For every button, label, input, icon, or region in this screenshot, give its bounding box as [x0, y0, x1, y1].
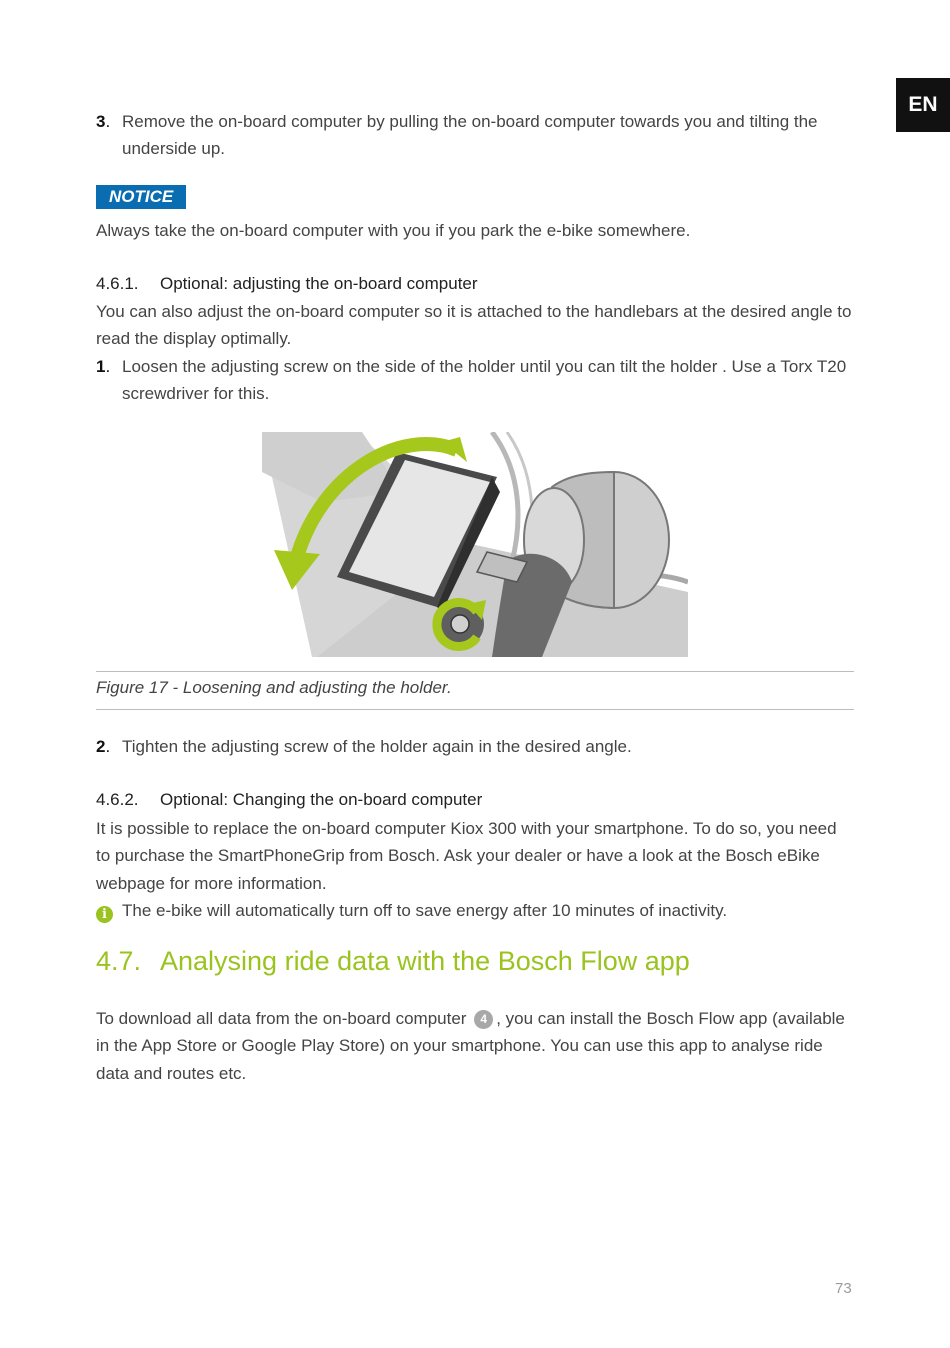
step-1 — [96, 353, 854, 408]
section-number: 4.7. — [96, 946, 142, 976]
reference-badge: 4 — [474, 1010, 493, 1029]
section-47-text: To download all data from the on-board computer 4 , you can install the Bosch Flow app (available in the App Store or Google Play Store) on your smartphone. You can use this app to analyse ride data and routes etc. — [96, 1009, 845, 1083]
section-heading-461 — [96, 272, 478, 296]
section-title: Optional: Changing the on-board computer — [160, 790, 483, 809]
section-intro: You can also adjust the on-board computer so it is attached to the handlebars at the desired angle to read the display optimally. — [96, 302, 852, 349]
step-2 — [96, 733, 854, 760]
section-title: Optional: adjusting the on-board computer — [160, 274, 478, 293]
caption-rule-top — [96, 671, 854, 672]
notice-text: Always take the on-board computer with you if you park the e-bike somewhere. — [96, 221, 691, 240]
info-note — [96, 897, 854, 924]
section-title: Analysing ride data with the Bosch Flow app — [160, 946, 690, 976]
language-tab: EN — [896, 78, 950, 132]
figure-caption: Figure 17 - Loosening and adjusting the holder. — [96, 678, 452, 697]
section-heading-462 — [96, 788, 482, 812]
info-icon: i — [96, 906, 113, 923]
step-text: Tighten the adjusting screw of the holder again in the desired angle. — [122, 737, 632, 756]
page-number: 73 — [835, 1280, 852, 1297]
caption-rule-bottom — [96, 709, 854, 710]
step-3 — [96, 108, 854, 163]
holder-adjustment-illustration — [262, 432, 688, 657]
section-heading-47 — [96, 942, 690, 980]
info-text: The e-bike will automatically turn off to save energy after 10 minutes of inactivity. — [122, 901, 728, 920]
section-number: 4.6.1. — [96, 274, 139, 293]
figure-illustration — [262, 432, 688, 657]
notice-label: NOTICE — [96, 185, 186, 209]
section-number: 4.6.2. — [96, 790, 139, 809]
step-text: Loosen the adjusting screw on the side of the holder until you can tilt the holder . Use a Torx T20 screwdriver for this. — [122, 357, 847, 404]
section-text: It is possible to replace the on-board computer Kiox 300 with your smartphone. To do so, you need to purchase the SmartPhoneGrip from Bosch. Ask your dealer or have a look at the Bosch eBike webpage for more information. — [96, 819, 837, 893]
step-number: 2. — [96, 737, 111, 756]
step-number: 3. — [96, 112, 111, 131]
step-number: 1. — [96, 357, 111, 376]
step-text: Remove the on-board computer by pulling the on-board computer towards you and tilting the underside up. — [122, 112, 818, 159]
